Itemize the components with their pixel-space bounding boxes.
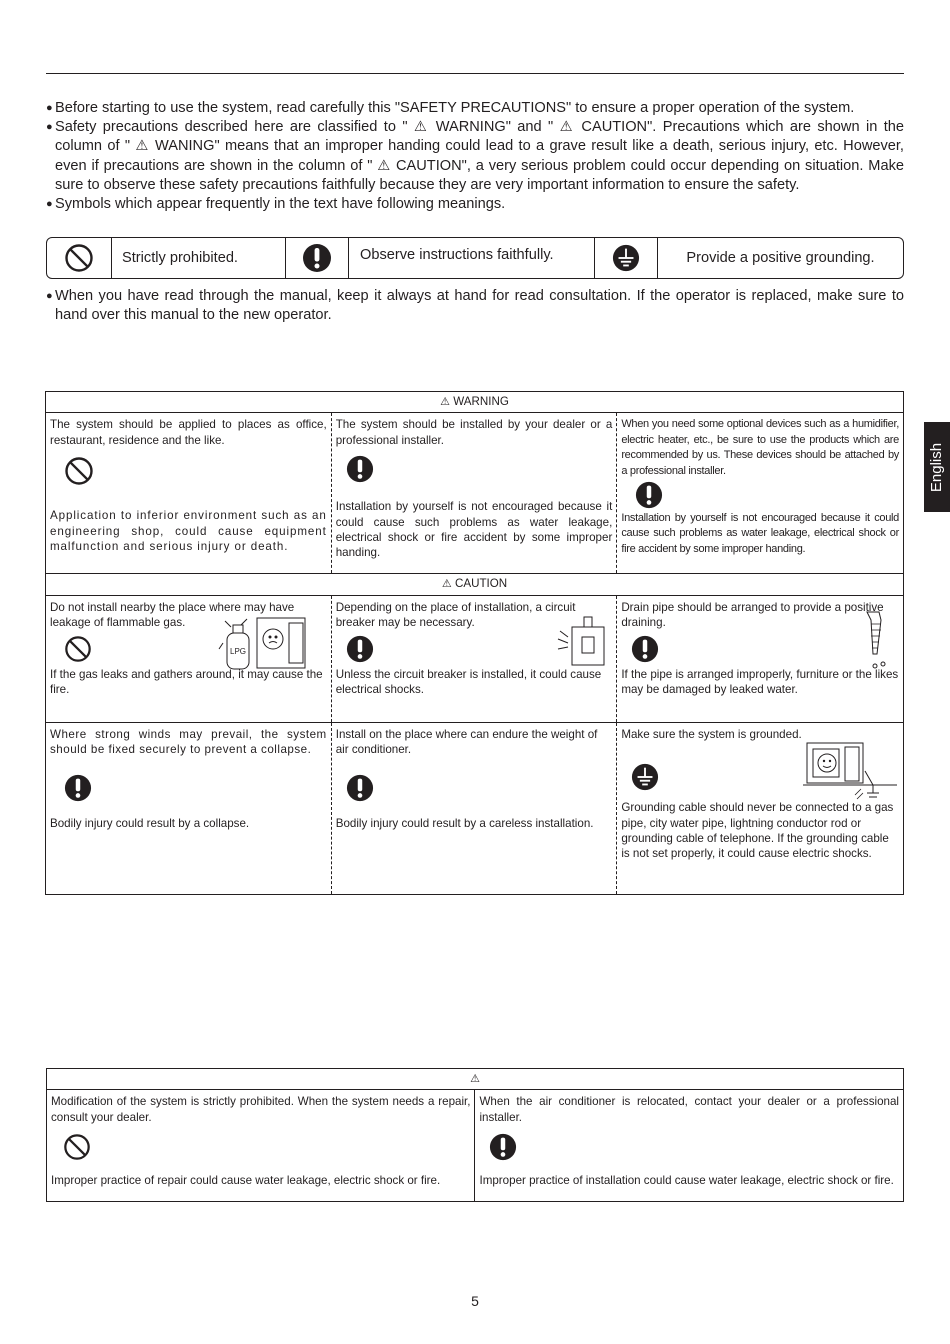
warning-text-bottom: Installation by yourself is not encouraged because it could cause such problems as water leakage, electrical shock or fire accident by some improper handing. <box>335 500 613 560</box>
intro-bullet: ● Safety precautions described here are classified to " ⚠ WARNING" and " ⚠ CAUTION". Precautions which are shown in the column of " ⚠ WANING" means that an improper handing could lead to a grave result like a death, serious injury, etc. However, even if precautions are shown in the column of " ⚠ CAUTION", a very serious problem could occur depending on situation. Make sure to observe these safety precautions faithfully because they are very important information to ensure the safety. <box>46 119 904 193</box>
exclamation-icon <box>479 1125 899 1173</box>
caution-text-top: Drain pipe should be arranged to provide a positive draining. <box>621 600 884 630</box>
caution-text-top: Where strong winds may prevail, the system should be fixed securely to prevent a collapse. <box>50 727 327 757</box>
warning-header-text: WARNING <box>453 395 509 408</box>
intro-section <box>46 99 904 214</box>
exclamation-icon <box>336 448 613 495</box>
caution-text-bottom: Bodily injury could result by a collapse. <box>50 816 250 830</box>
warning-caution-table <box>45 391 904 895</box>
caution-header-text: CAUTION <box>454 577 508 591</box>
circuit-breaker-illustration <box>556 613 612 671</box>
language-label: English <box>928 442 946 492</box>
exclamation-icon <box>50 758 327 816</box>
intro-bullet: ● Symbols which appear frequently in the text have following meanings. <box>46 196 506 213</box>
caution-text-bottom: If the pipe is arranged improperly, furniture or the likes may be damaged by leaked water. <box>621 667 899 697</box>
repair-triangle-icon: ⚠ <box>470 1073 480 1085</box>
caution-cell <box>617 722 904 894</box>
caution-text-bottom: Unless the circuit breaker is installed, it could cause electrical shocks. <box>335 667 602 697</box>
language-side-tab <box>924 422 950 512</box>
header-rule <box>46 73 904 74</box>
exclamation-icon <box>286 238 349 278</box>
intro-bullet: ● When you have read through the manual, keep it always at hand for read consultation. If the operator is replaced, make sure to hand over this manual to the new operator. <box>46 288 904 324</box>
prohibited-icon <box>50 448 327 498</box>
caution-cell <box>46 595 332 722</box>
prohibited-icon <box>51 1125 470 1173</box>
intro-section-2 <box>46 287 904 325</box>
warning-cell <box>46 413 332 574</box>
grounded-unit-illustration <box>803 741 899 801</box>
lpg-label: LPG <box>229 646 246 656</box>
prohibited-icon <box>64 635 92 663</box>
drain-pipe-illustration <box>859 610 899 674</box>
intro-text: Safety precautions described here are classified to " ⚠ WARNING" and " ⚠ CAUTION". Precautions which are shown in the column of " ⚠ WANING" means that an improper handing could lead to a grave result like a death, serious injury, etc. However, even if precautions are shown in the column of " ⚠ CAUTION", a very serious problem could occur depending on situation. Make sure to observe these safety precautions faithfully because they are very important information to ensure the safety. <box>55 119 904 193</box>
caution-text-top: Install on the place where can endure the weight of air conditioner. <box>335 727 598 757</box>
caution-text-top: Depending on the place of installation, a circuit breaker may be necessary. <box>335 600 576 630</box>
caution-cell <box>617 595 904 722</box>
ground-icon <box>631 763 659 791</box>
warning-cell <box>331 413 617 574</box>
caution-icon-row <box>621 742 899 800</box>
warning-text-bottom: Installation by yourself is not encouraged because it could cause such problems as water leakage, electrical shock or fire accident by some improper handing. <box>621 512 899 555</box>
symbol-legend-table <box>46 237 904 279</box>
repair-text-top: Modification of the system is strictly prohibited. When the system needs a repair, consult your dealer. <box>51 1095 471 1124</box>
caution-header <box>46 574 904 595</box>
repair-cell <box>47 1090 475 1202</box>
intro-text: Symbols which appear frequently in the text have following meanings. <box>55 196 506 213</box>
exclamation-icon <box>631 635 659 663</box>
repair-table <box>46 1068 904 1202</box>
caution-cell <box>46 722 332 894</box>
exclamation-icon <box>621 479 899 511</box>
repair-header <box>47 1069 904 1090</box>
repair-text-bottom: Improper practice of installation could cause water leakage, electric shock or fire. <box>479 1174 894 1188</box>
prohibited-label: Strictly prohibited. <box>112 238 286 278</box>
caution-text-bottom: Bodily injury could result by a careless installation. <box>335 816 594 830</box>
warning-header <box>46 392 904 413</box>
caution-text-bottom: If the gas leaks and gathers around, it may cause the fire. <box>50 667 323 697</box>
page-number: 5 <box>471 1293 479 1309</box>
ground-label: Provide a positive grounding. <box>686 250 875 266</box>
warning-text-top: When you need some optional devices such as a humidifier, electric heater, etc., be sure to use the products which are recommended by us. These devices should be attached by a professional installer. <box>621 418 899 477</box>
warning-triangle-icon: ⚠ <box>440 396 451 408</box>
warning-cell <box>617 413 904 574</box>
warning-text-top: The system should be applied to places as office, restaurant, residence and the like. <box>50 418 327 447</box>
gas-leak-illustration <box>217 613 327 671</box>
repair-text-bottom: Improper practice of repair could cause water leakage, electric shock or fire. <box>51 1174 441 1188</box>
caution-cell <box>331 722 617 894</box>
caution-text-top: Make sure the system is grounded. <box>621 727 802 741</box>
intro-text: When you have read through the manual, keep it always at hand for read consultation. If the operator is replaced, make sure to hand over this manual to the new operator. <box>55 288 904 324</box>
repair-cell <box>475 1090 904 1202</box>
intro-text: Before starting to use the system, read carefully this "SAFETY PRECAUTIONS" to ensure a proper operation of the system. <box>55 100 855 116</box>
caution-cell <box>331 595 617 722</box>
caution-text-bottom: Grounding cable should never be connected to a gas pipe, city water pipe, lightning conductor rod or grounding cable of telephone. If the grounding cable is not set properly, it could cause electric shocks. <box>621 801 894 861</box>
exclamation-icon <box>336 758 613 816</box>
caution-triangle-icon: ⚠ <box>441 578 452 591</box>
intro-bullet: ● Before starting to use the system, read carefully this "SAFETY PRECAUTIONS" to ensure a proper operation of the system. <box>46 100 855 116</box>
caution-text-top: Do not install nearby the place where may have leakage of flammable gas. <box>50 600 295 630</box>
ground-icon <box>595 238 658 278</box>
exclamation-icon <box>346 635 374 663</box>
warning-text-bottom: Application to inferior environment such as an engineering shop, could cause equipment malfunction and serious injury or death. <box>50 509 327 554</box>
warning-text-top: The system should be installed by your dealer or a professional installer. <box>335 418 613 447</box>
observe-label: Observe instructions faithfully. <box>349 238 595 278</box>
prohibited-icon <box>47 238 112 278</box>
repair-text-top: When the air conditioner is relocated, contact your dealer or a professional installer. <box>479 1095 899 1124</box>
